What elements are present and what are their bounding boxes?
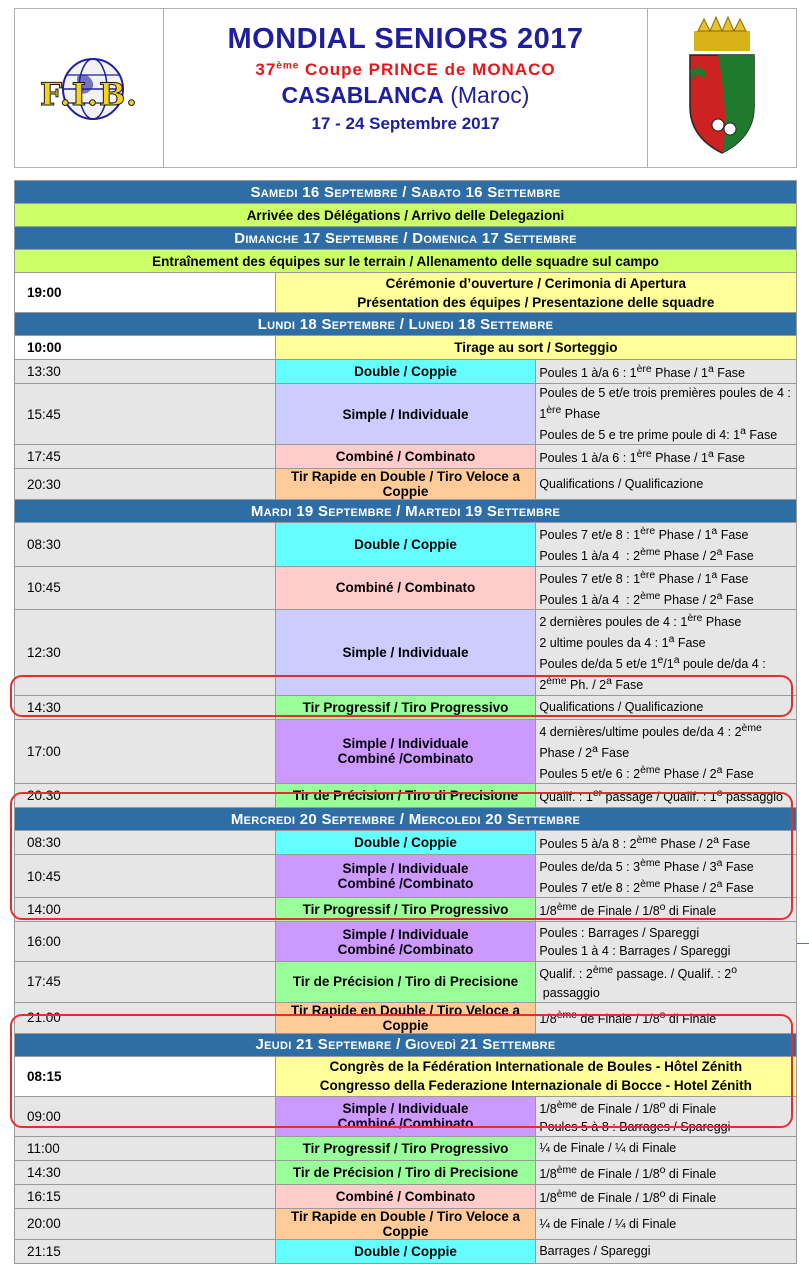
row-activity: Tir de Précision / Tiro di Precisione — [275, 784, 536, 808]
header-titles — [163, 9, 648, 167]
table-row — [15, 566, 797, 609]
row-activity: Tir de Précision / Tiro di Precisione — [275, 962, 536, 1002]
row-detail: Poules 1 à/a 6 : 1ère Phase / 1$^a$ Fase — [536, 445, 797, 469]
fib-logo-text: F.I.B. — [40, 77, 138, 113]
table-row — [15, 719, 797, 783]
row-time: 21:15 — [15, 1239, 276, 1263]
row-detail: Poules : Barrages / Spareggi Poules 1 à 4 : Barrages / Spareggi — [536, 922, 797, 962]
row-detail: 1/8ème de Finale / 1/8$^o$ di Finale — [536, 898, 797, 922]
row-detail: 1/8ème de Finale / 1/8$^o$ di Finale — [536, 1002, 797, 1033]
row-time: 14:30 — [15, 1160, 276, 1184]
row-time: 10:45 — [15, 855, 276, 898]
row-time: 08:15 — [15, 1056, 276, 1096]
row-time: 14:00 — [15, 898, 276, 922]
highlight-outline — [10, 792, 793, 920]
row-activity: Simple / Individuale Combiné /Combinato — [275, 1096, 536, 1136]
table-row — [15, 469, 797, 500]
day-header: Dimanche 17 Septembre / Domenica 17 Settembre — [15, 227, 797, 250]
row-activity: Double / Coppie — [275, 360, 536, 384]
table-row — [15, 1184, 797, 1208]
event-location: CASABLANCA (Maroc) — [281, 82, 530, 108]
row-detail: Poules de 5 et/e trois premières poules de 4 : 1ère Phase Poules de 5 e tre prime poule di 4: 1$^a$ Fase — [536, 384, 797, 445]
table-row — [15, 384, 797, 445]
row-activity: Simple / Individuale Combiné /Combinato — [275, 855, 536, 898]
row-activity: Cérémonie d’ouverture / Cerimonia di Apertura Présentation des équipes / Presentazione delle squadre — [275, 273, 796, 313]
row-activity: Simple / Individuale Combiné /Combinato — [275, 922, 536, 962]
table-row — [15, 922, 797, 962]
row-activity: Double / Coppie — [275, 1239, 536, 1263]
table-row — [15, 360, 797, 384]
row-time: 17:00 — [15, 719, 276, 783]
event-dates: 17 - 24 Septembre 2017 — [311, 114, 500, 133]
row-detail: Qualifications / Qualificazione — [536, 469, 797, 500]
row-time: 21:00 — [15, 1002, 276, 1033]
row-activity: Congrès de la Fédération Internationale de Boules - Hôtel Zénith Congresso della Federazione Internazionale di Bocce - Hotel Zénith — [275, 1056, 796, 1096]
row-activity: Double / Coppie — [275, 523, 536, 566]
row-time: 15:45 — [15, 384, 276, 445]
row-detail: ¼ de Finale / ¼ di Finale — [536, 1208, 797, 1239]
fib-logo-cell — [15, 9, 164, 167]
header-box — [14, 8, 797, 168]
row-detail: Qualif. : 1er passage / Qualif. : 1$^o$ passaggio — [536, 784, 797, 808]
casablanca-club-logo-cell — [647, 9, 796, 167]
day-header: Samedi 16 Septembre / Sabato 16 Settembre — [15, 181, 797, 204]
row-activity: Simple / Individuale Combiné /Combinato — [275, 719, 536, 783]
row-time: 14:30 — [15, 695, 276, 719]
day-note: Entraînement des équipes sur le terrain / Allenamento delle squadre sul campo — [15, 250, 797, 273]
row-activity: Combiné / Combinato — [275, 566, 536, 609]
club-crest-icon — [648, 9, 796, 167]
row-time: 12:30 — [15, 609, 276, 695]
row-activity: Tir Progressif / Tiro Progressivo — [275, 695, 536, 719]
row-detail: 1/8ème de Finale / 1/8$^o$ di Finale — [536, 1160, 797, 1184]
row-activity: Tir Progressif / Tiro Progressivo — [275, 1136, 536, 1160]
row-time: 09:00 — [15, 1096, 276, 1136]
row-time: 08:30 — [15, 523, 276, 566]
row-detail: Qualifications / Qualificazione — [536, 695, 797, 719]
row-time: 16:15 — [15, 1184, 276, 1208]
row-activity: Tirage au sort / Sorteggio — [275, 336, 796, 360]
row-detail: Poules 7 et/e 8 : 1ère Phase / 1$^a$ Fase Poules 1 à/a 4 : 2ème Phase / 2$^a$ Fase — [536, 566, 797, 609]
row-time: 11:00 — [15, 1136, 276, 1160]
day-header: Mardi 19 Septembre / Martedi 19 Settembre — [15, 500, 797, 523]
row-activity: Tir de Précision / Tiro di Precisione — [275, 1160, 536, 1184]
row-detail: Qualif. : 2ème passage. / Qualif. : 2$^o$ passaggio — [536, 962, 797, 1002]
row-time: 17:45 — [15, 445, 276, 469]
highlight-outline — [10, 1014, 793, 1128]
row-detail: 1/8ème de Finale / 1/8$^o$ di Finale Poules 5 à 8 : Barrages / Spareggi — [536, 1096, 797, 1136]
row-detail: Poules de/da 5 : 3ème Phase / 3$^a$ Fase Poules 7 et/e 8 : 2ème Phase / 2$^a$ Fase — [536, 855, 797, 898]
row-detail: Poules 5 à/a 8 : 2ème Phase / 2$^a$ Fase — [536, 831, 797, 855]
table-row — [15, 1239, 797, 1263]
table-row — [15, 336, 797, 360]
row-time: 08:30 — [15, 831, 276, 855]
event-title: MONDIAL SENIORS 2017 — [227, 23, 584, 55]
edge-mark-line — [797, 943, 809, 944]
table-row — [15, 1136, 797, 1160]
event-subtitle: 37ème Coupe PRINCE de MONACO — [255, 60, 556, 79]
row-detail: ¼ de Finale / ¼ di Finale — [536, 1136, 797, 1160]
table-row — [15, 273, 797, 313]
row-time: 17:45 — [15, 962, 276, 1002]
day-header: Mercredi 20 Septembre / Mercoledi 20 Settembre — [15, 808, 797, 831]
row-detail: Poules 7 et/e 8 : 1ère Phase / 1$^a$ Fase Poules 1 à/a 4 : 2ème Phase / 2$^a$ Fase — [536, 523, 797, 566]
row-detail: 4 dernières/ultime poules de/da 4 : 2ème Phase / 2$^a$ Fase Poules 5 et/e 6 : 2ème Phase / 2$^a$ Fase — [536, 719, 797, 783]
table-row — [15, 1208, 797, 1239]
row-time: 16:00 — [15, 922, 276, 962]
row-detail: 1/8ème de Finale / 1/8$^o$ di Finale — [536, 1184, 797, 1208]
row-activity: Tir Rapide en Double / Tiro Veloce a Coppie — [275, 1002, 536, 1033]
table-row — [15, 962, 797, 1002]
row-time: 19:00 — [15, 273, 276, 313]
row-activity: Simple / Individuale — [275, 384, 536, 445]
table-row — [15, 523, 797, 566]
row-activity: Combiné / Combinato — [275, 1184, 536, 1208]
row-activity: Tir Rapide en Double / Tiro Veloce a Coppie — [275, 1208, 536, 1239]
row-activity: Tir Progressif / Tiro Progressivo — [275, 898, 536, 922]
row-time: 20:00 — [15, 1208, 276, 1239]
row-time: 20:30 — [15, 784, 276, 808]
table-row — [15, 1160, 797, 1184]
row-activity: Tir Rapide en Double / Tiro Veloce a Coppie — [275, 469, 536, 500]
row-time: 10:45 — [15, 566, 276, 609]
day-note: Arrivée des Délégations / Arrivo delle Delegazioni — [15, 204, 797, 227]
row-time: 20:30 — [15, 469, 276, 500]
row-time: 13:30 — [15, 360, 276, 384]
day-header: Jeudi 21 Septembre / Giovedì 21 Settembre — [15, 1033, 797, 1056]
row-detail: 2 dernières poules de 4 : 1ère Phase 2 ultime poules da 4 : 1$^a$ Fase Poules de/da 5 et/e 1e/1$^a$ poule de/da 4 : 2ème Ph. / 2$^a$ Fase — [536, 609, 797, 695]
table-row — [15, 445, 797, 469]
row-activity: Combiné / Combinato — [275, 445, 536, 469]
row-detail: Barrages / Spareggi — [536, 1239, 797, 1263]
day-header: Lundi 18 Septembre / Lunedi 18 Settembre — [15, 313, 797, 336]
highlight-outline — [10, 675, 793, 717]
row-time: 10:00 — [15, 336, 276, 360]
row-activity: Double / Coppie — [275, 831, 536, 855]
row-detail: Poules 1 à/a 6 : 1ère Phase / 1$^a$ Fase — [536, 360, 797, 384]
row-activity: Simple / Individuale — [275, 609, 536, 695]
